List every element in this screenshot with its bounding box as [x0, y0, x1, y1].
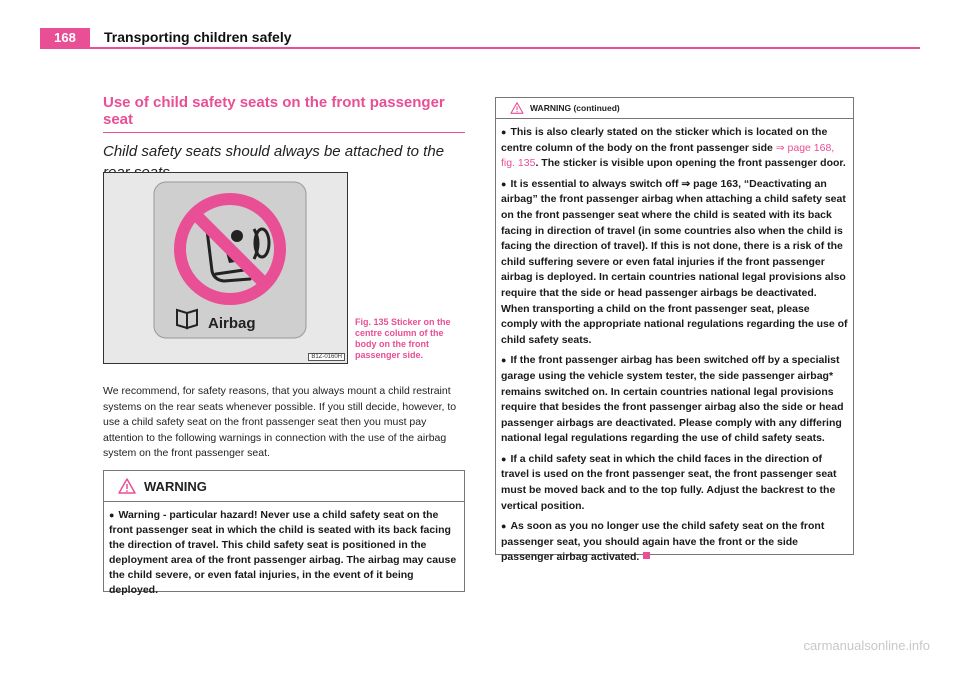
warning-icon — [118, 478, 136, 494]
warning-title: WARNING — [144, 478, 207, 494]
warning-item: ● As soon as you no longer use the child safety seat on the front passenger seat, you should again have the front or the side passenger airbag activated. — [501, 520, 825, 564]
body-paragraph: We recommend, for safety reasons, that you always mount a child restraint systems on the rear seats whenever possible. If you still decide, however, to use a child safety seat on the front passenger seat then you must pay attention to the following warnings in connection with the use of the airbag system on the front passenger seat. — [103, 385, 457, 459]
bullet-icon: ● — [501, 127, 507, 137]
running-title: Transporting children safely — [104, 29, 292, 45]
warning-item: ● If the front passenger airbag has been switched off by a specialist garage using the vehicle system tester, the side passenger airbag* remains switched on. In certain countries national legal provisions require that besides the front passenger airbag also the side or head passenger airbags are deactivated. Please comply with any differing national legal regulations regarding the use of child safety seats. — [501, 354, 844, 445]
end-of-section-icon — [643, 552, 650, 559]
page-header — [0, 0, 960, 48]
bullet-icon: ● — [501, 453, 507, 464]
page-reference-link[interactable]: ⇒ page 168, fig. 135 — [501, 141, 835, 170]
warning-item: ● If a child safety seat in which the child faces in the direction of travel is used on the front passenger seat, the front passenger seat must be moved back and to the top fully. Adjust the backrest to the vertical position. — [501, 452, 837, 512]
header-rule — [40, 47, 920, 49]
sticker-label: Airbag — [208, 315, 256, 332]
left-column — [103, 94, 465, 183]
bullet-icon: ● — [109, 510, 115, 520]
figure-135 — [103, 172, 348, 364]
warning-continued-box — [495, 97, 854, 564]
bullet-icon: ● — [501, 521, 507, 532]
bullet-icon: ● — [501, 355, 507, 366]
warning-text-content: Warning - particular hazard! Never use a child safety seat on the front passenger seat in which the child is seated with its back facing the direction of travel. This child safety seat is positioned in the deployment area of the front passenger airbag. The airbag may cause the child severe, or even fatal injuries, in the event of it being deployed. — [109, 509, 457, 596]
warning-item: ● This is also clearly stated on the sticker which is located on the centre column of the body on the front passenger side ⇒ page 168, fig. 135. The sticker is visible upon opening the front passenger door. — [501, 126, 846, 170]
warning-text — [104, 502, 464, 598]
section-intro: Child safety seats should always be attached to the — [103, 143, 445, 160]
warning-continued-header — [496, 98, 853, 119]
figure-code: B1Z-0160H — [308, 353, 345, 361]
warning-header — [104, 471, 464, 502]
warning-continued-title: WARNING (continued) — [530, 103, 620, 113]
warning-continued-body — [496, 119, 853, 566]
page-number: 168 — [40, 28, 90, 48]
warning-item: ● It is essential to always switch off ⇒ page 163, “Deactivating an airbag” the front passenger airbag when attaching a child safety seat on the front passenger seat where the child is seated with its back facing in direction of travel (in some countries also when the child is facing the direction of travel). If this is not done, there is a risk of the child suffering severe or even fatal injuries if the front passenger airbag is deployed. In certain countries national legal provisions also require that the side or head passenger airbags be deactivated. When transporting a child on the front passenger seat, please comply with the appropriate national regulations regarding the use of child safety seats. — [501, 177, 848, 346]
airbag-sticker-illustration — [104, 173, 347, 363]
section-title: Use of child safety seats on the front passenger seat — [103, 94, 465, 133]
watermark: carmanualsonline.info — [803, 638, 930, 653]
warning-icon — [510, 102, 524, 114]
bullet-icon: ● — [501, 178, 507, 189]
warning-box — [103, 470, 465, 596]
figure-caption: Fig. 135 Sticker on the centre column of the body on the front passenger side. — [355, 317, 451, 360]
